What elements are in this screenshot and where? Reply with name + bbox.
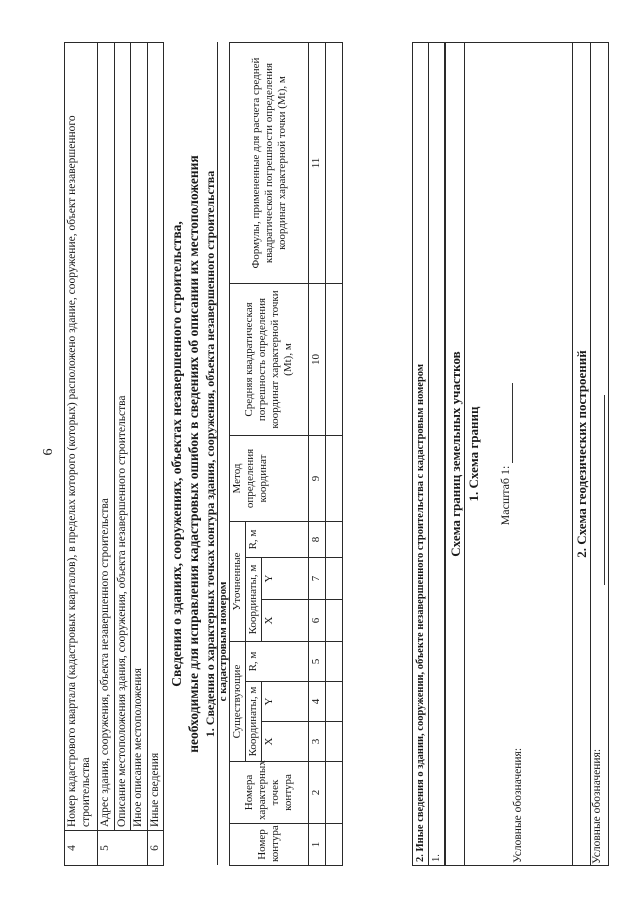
section-2-row: 1.: [429, 43, 445, 866]
other-info-table: [412, 42, 445, 866]
header-points: Номера характерных точек контура: [230, 762, 309, 824]
section-1-title: 1. Сведения о характерных точках контура здания, сооружения, объекта незавершенного строительства: [203, 170, 217, 738]
row-number: 5: [98, 831, 148, 866]
table-row: [114, 43, 131, 866]
col-number: 10: [309, 284, 326, 436]
heading-line-1: Сведения о зданиях, сооружениях, объектах незавершенного строительства,: [169, 221, 184, 687]
col-number: 8: [309, 522, 326, 558]
table-row: [309, 43, 326, 866]
header-refined-y: Y: [262, 558, 309, 600]
section-heading: [168, 42, 202, 866]
col-number: 9: [309, 436, 326, 522]
col-number: 1: [309, 824, 326, 866]
scheme-parcels-title: Схема границ земельных участков: [448, 351, 463, 557]
header-contour: Номер контура: [230, 824, 309, 866]
header-refined-r: R, м: [246, 522, 309, 558]
scale-value-blank: [500, 383, 513, 463]
col-number: 11: [309, 43, 326, 284]
section-2-title: 2. Иные сведения о здании, сооружении, объекте незавершенного строительства с кадастровым номером: [413, 43, 429, 866]
header-existing: Существующие: [230, 642, 246, 762]
col-number: 6: [309, 600, 326, 642]
header-refined-coords: Координаты, м: [246, 558, 262, 642]
header-refined: Уточненные: [230, 522, 246, 642]
row-text: Описание местоположения здания, сооружения, объекта незавершенного строительства: [114, 43, 131, 831]
location-table: [64, 42, 164, 866]
rotated-document-body: [64, 42, 610, 866]
col-number: 5: [309, 642, 326, 682]
col-number: 7: [309, 558, 326, 600]
heading-line-2: необходимые для исправления кадастровых ошибок в сведениях об описании их местоположения: [186, 155, 201, 753]
scale-label: Масштаб 1:: [498, 465, 512, 526]
header-existing-x: X: [262, 722, 309, 762]
table-row: [147, 43, 164, 866]
row-text: Иное описание местоположения: [131, 43, 148, 831]
header-refined-x: X: [262, 600, 309, 642]
scale-row: [498, 43, 513, 865]
col-number: 4: [309, 682, 326, 722]
col-number: 3: [309, 722, 326, 762]
header-method: Метод определения координат: [230, 436, 309, 522]
row-text: Номер кадастрового квартала (кадастровых кварталов), в пределах которого (которых) расположено здание, сооружение, объект незавершенного строительства: [65, 43, 98, 831]
col-number: 2: [309, 762, 326, 824]
page-number: 6: [41, 448, 56, 456]
header-msd: Средняя квадратическая погрешность определения координат характерной точки (Mt), м: [230, 284, 309, 436]
row-number: 4: [65, 831, 98, 866]
table-row: [98, 43, 115, 866]
row-text: Адрес здания, сооружения, объекта незавершенного строительства: [98, 43, 115, 831]
table-row: [65, 43, 98, 866]
header-existing-r: R, м: [246, 642, 309, 682]
legend-label: Условные обозначения:: [512, 747, 524, 863]
header-formulas: Формулы, примененные для расчета средней квадратической погрешности определения координат характерной точки (Mt), м: [230, 43, 309, 284]
cadastral-number-label: с кадастровым номером: [217, 581, 229, 702]
header-existing-coords: Координаты, м: [246, 682, 262, 762]
table-row: [131, 43, 148, 866]
row-text: Иные сведения: [147, 43, 164, 831]
scheme-parcels-frame: [445, 42, 609, 866]
characteristic-points-table: [204, 42, 343, 866]
legend-label-geodesic: Условные обозначения:: [591, 748, 603, 864]
scheme-geodesic-title: 2. Схема геодезических построений: [574, 350, 589, 558]
row-number: 6: [147, 831, 164, 866]
table-row: [326, 43, 343, 866]
scheme-boundaries-subtitle: 1. Схема границ: [466, 406, 481, 502]
header-existing-y: Y: [262, 682, 309, 722]
